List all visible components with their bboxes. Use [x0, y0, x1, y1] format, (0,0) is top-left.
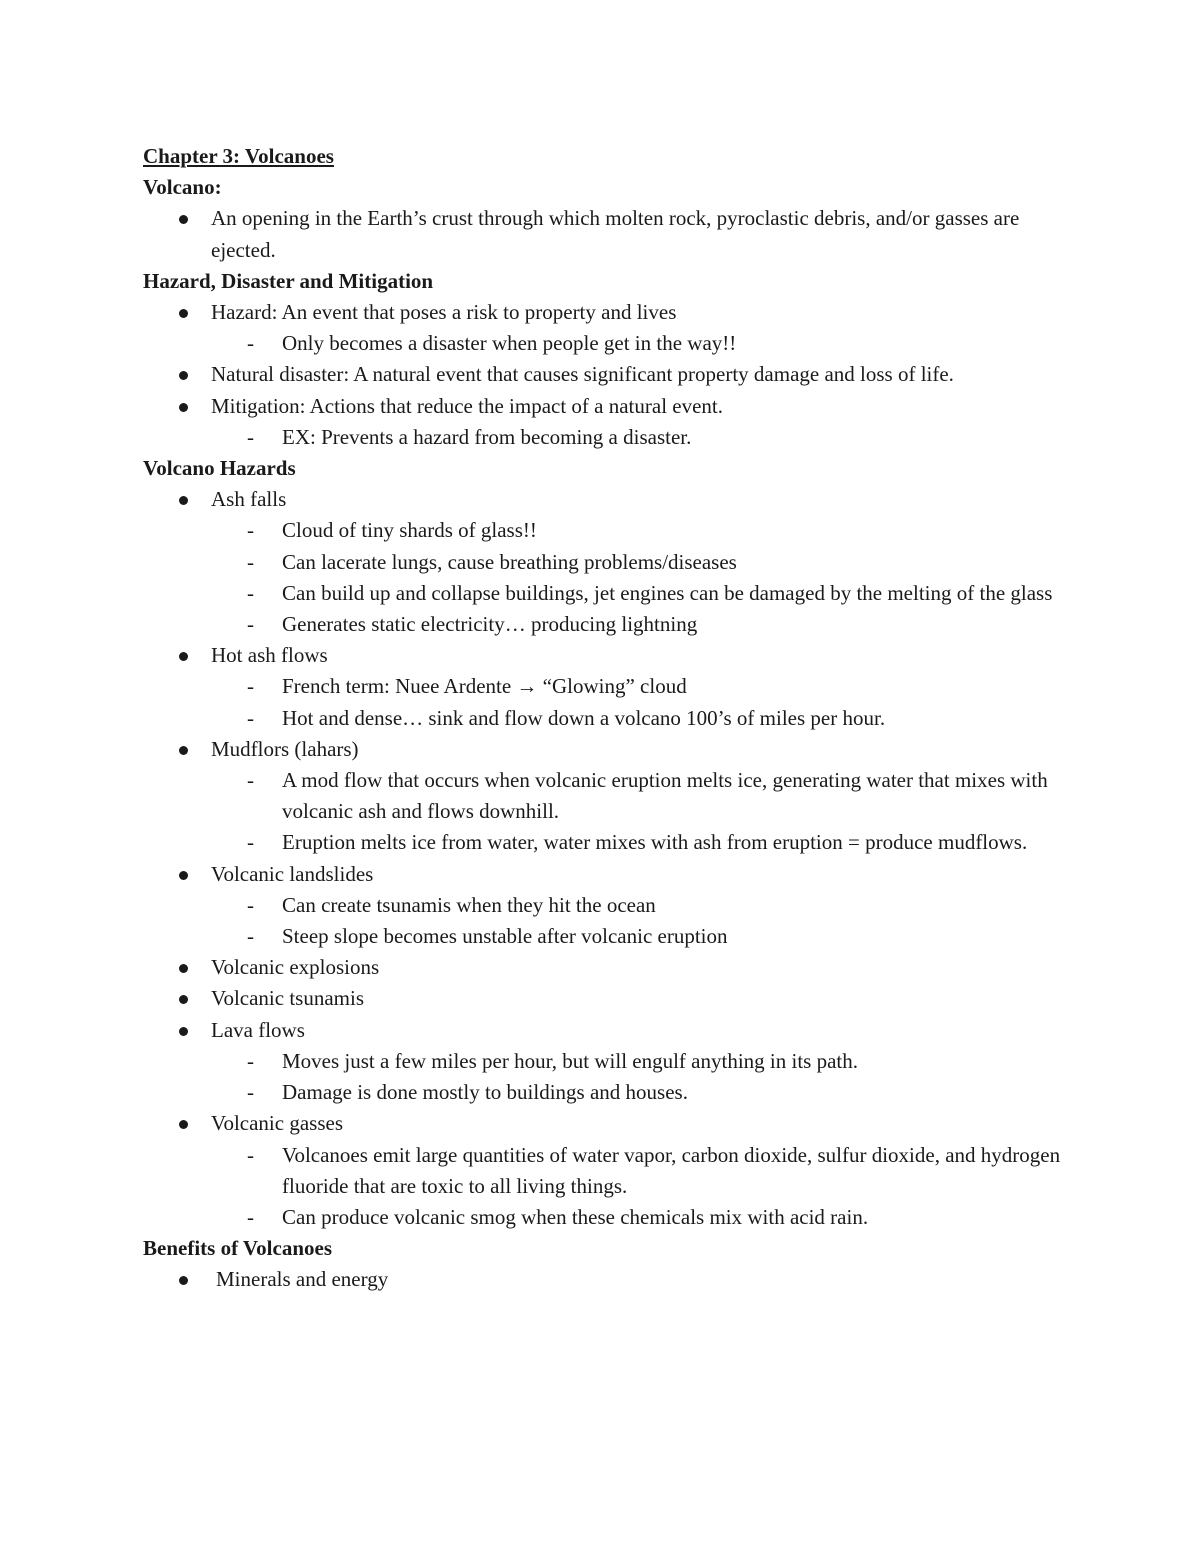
sub-item-text: Volcanoes emit large quantities of water vapor, carbon dioxide, sulfur dioxide, and hydrogen fluoride that are toxic to all living things. [282, 1142, 1061, 1198]
bullet-item [143, 203, 1073, 265]
bullet-list [143, 297, 1073, 453]
bullet-item [143, 1015, 1073, 1109]
bullet-dot-icon [179, 496, 188, 505]
dash-icon: - [247, 924, 254, 949]
bullet-text: Natural disaster: A natural event that causes significant property damage and loss of life. [211, 362, 954, 387]
document-page [143, 141, 1073, 1296]
sub-item [143, 921, 1073, 952]
sections-container [143, 172, 1073, 1295]
sub-list [211, 890, 1073, 952]
sub-item [143, 547, 1073, 578]
section-heading: Hazard, Disaster and Mitigation [143, 268, 434, 293]
bullet-item [143, 297, 1073, 359]
sub-item [143, 765, 1073, 827]
section-heading: Volcano Hazards [143, 456, 296, 481]
dash-icon: - [247, 1080, 254, 1105]
bullet-dot-icon [179, 995, 188, 1004]
section-heading: Volcano: [143, 175, 222, 200]
dash-icon: - [247, 549, 254, 574]
sub-item-text: Can lacerate lungs, cause breathing problems/diseases [282, 549, 737, 574]
sub-item-text: Steep slope becomes unstable after volcanic eruption [282, 924, 728, 949]
bullet-dot-icon [179, 215, 188, 224]
dash-icon: - [247, 331, 254, 356]
sub-item-text: French term: Nuee Ardente → “Glowing” cloud [282, 674, 687, 699]
bullet-text: Ash falls [211, 487, 287, 512]
sub-list [211, 328, 1073, 359]
sub-item [143, 1140, 1073, 1202]
sub-item [143, 703, 1073, 734]
dash-icon: - [247, 580, 254, 605]
bullet-item [143, 1108, 1073, 1233]
bullet-dot-icon [179, 1027, 188, 1036]
sub-item [143, 1077, 1073, 1108]
bullet-dot-icon [179, 1120, 188, 1129]
bullet-text: Minerals and energy [216, 1267, 389, 1292]
bullet-item [143, 1264, 1073, 1295]
sub-item [143, 609, 1073, 640]
bullet-text: Volcanic explosions [211, 955, 380, 980]
sub-item [143, 422, 1073, 453]
sub-item-text: EX: Prevents a hazard from becoming a disaster. [282, 424, 692, 449]
dash-icon: - [247, 518, 254, 543]
bullet-text: Hot ash flows [211, 643, 328, 668]
bullet-list [143, 484, 1073, 1233]
section-heading: Benefits of Volcanoes [143, 1236, 332, 1261]
sub-item-text: Can build up and collapse buildings, jet engines can be damaged by the melting of the glass [282, 580, 1053, 605]
sub-item-text: Hot and dense… sink and flow down a volcano 100’s of miles per hour. [282, 705, 886, 730]
bullet-dot-icon [179, 309, 188, 318]
bullet-dot-icon [179, 871, 188, 880]
dash-icon: - [247, 424, 254, 449]
bullet-item [143, 391, 1073, 453]
bullet-dot-icon [179, 403, 188, 412]
sub-item [143, 1202, 1073, 1233]
sub-item [143, 671, 1073, 702]
bullet-text: An opening in the Earth’s crust through which molten rock, pyroclastic debris, and/or gasses are ejected. [211, 206, 1020, 262]
sub-item-text: Only becomes a disaster when people get in the way!! [282, 331, 737, 356]
dash-icon: - [247, 892, 254, 917]
dash-icon: - [247, 1142, 254, 1167]
bullet-dot-icon [179, 652, 188, 661]
sub-item-text: Can create tsunamis when they hit the ocean [282, 892, 656, 917]
dash-icon: - [247, 1204, 254, 1229]
bullet-item [143, 983, 1073, 1014]
sub-list [211, 671, 1073, 733]
sub-item-text: Generates static electricity… producing lightning [282, 612, 698, 637]
sub-item [143, 328, 1073, 359]
sub-item [143, 827, 1073, 858]
sub-list [211, 422, 1073, 453]
sub-item-text: Moves just a few miles per hour, but will engulf anything in its path. [282, 1048, 858, 1073]
sub-list [211, 765, 1073, 859]
bullet-dot-icon [179, 746, 188, 755]
dash-icon: - [247, 1048, 254, 1073]
bullet-item [143, 359, 1073, 390]
bullet-list [143, 203, 1073, 265]
sub-list [211, 1046, 1073, 1108]
dash-icon: - [247, 674, 254, 699]
bullet-item [143, 859, 1073, 953]
dash-icon: - [247, 612, 254, 637]
bullet-dot-icon [179, 964, 188, 973]
sub-item [143, 515, 1073, 546]
bullet-list [143, 1264, 1073, 1295]
sub-item [143, 578, 1073, 609]
sub-item [143, 1046, 1073, 1077]
bullet-text: Mudflors (lahars) [211, 736, 359, 761]
sub-item-text: Can produce volcanic smog when these chemicals mix with acid rain. [282, 1204, 869, 1229]
sub-list [211, 1140, 1073, 1234]
sub-list [211, 515, 1073, 640]
bullet-item [143, 484, 1073, 640]
dash-icon: - [247, 705, 254, 730]
bullet-item [143, 734, 1073, 859]
bullet-text: Lava flows [211, 1017, 305, 1042]
sub-item-text: Damage is done mostly to buildings and houses. [282, 1080, 688, 1105]
dash-icon: - [247, 830, 254, 855]
bullet-text: Volcanic landslides [211, 861, 374, 886]
bullet-dot-icon [179, 371, 188, 380]
sub-item-text: Eruption melts ice from water, water mixes with ash from eruption = produce mudflows. [282, 830, 1028, 855]
sub-item [143, 890, 1073, 921]
bullet-dot-icon [179, 1276, 188, 1285]
bullet-item [143, 952, 1073, 983]
bullet-item [143, 640, 1073, 734]
dash-icon: - [247, 768, 254, 793]
bullet-text: Volcanic gasses [211, 1111, 343, 1136]
sub-item-text: Cloud of tiny shards of glass!! [282, 518, 537, 543]
bullet-text: Volcanic tsunamis [211, 986, 365, 1011]
page-title: Chapter 3: Volcanoes [143, 144, 334, 168]
sub-item-text: A mod flow that occurs when volcanic eruption melts ice, generating water that mixes with volcanic ash and flows downhill. [282, 768, 1048, 824]
bullet-text: Mitigation: Actions that reduce the impact of a natural event. [211, 393, 724, 418]
bullet-text: Hazard: An event that poses a risk to property and lives [211, 300, 677, 325]
